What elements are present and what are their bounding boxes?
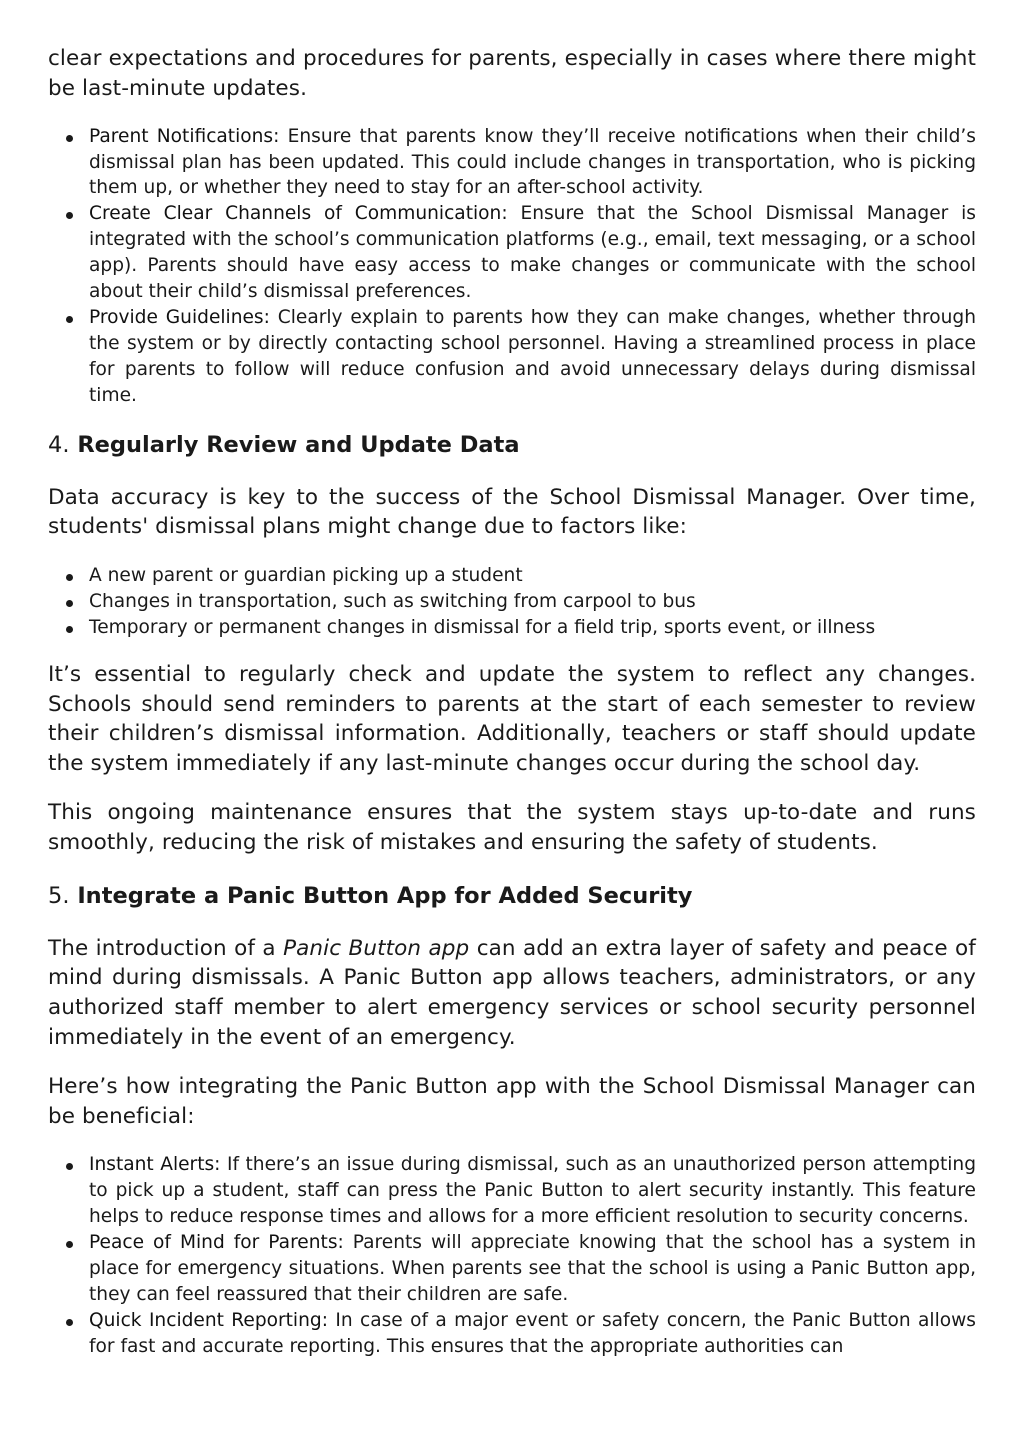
section-5-paragraph-1 <box>48 934 976 1053</box>
bullet-text: If there’s an issue during dismissal, such as an unauthorized person attempting to pick up a student, staff can press the Panic Button to alert security instantly. This feature helps to reduce response times and allows for a more efficient resolution to security concerns. <box>89 1154 977 1228</box>
communication-bullet-list <box>48 124 976 409</box>
section-5-heading <box>48 881 976 911</box>
section-title: Integrate a Panic Button App for Added Security <box>77 882 693 909</box>
bullet-lead: Parent Notifications: <box>89 125 280 147</box>
intro-paragraph: clear expectations and procedures for parents, especially in cases where there might be last-minute updates. <box>48 46 976 101</box>
list-item: Changes in transportation, such as switching from carpool to bus <box>48 589 976 615</box>
section-number: 4. <box>48 431 70 458</box>
bullet-lead: Quick Incident Reporting: <box>89 1309 328 1331</box>
benefits-list <box>48 1152 976 1359</box>
bullet-text: Clearly explain to parents how they can make changes, whether through the system or by directly contacting school personnel. Having a streamlined process in place for parents to follow will reduce confusion and avoid unnecessary delays during dismissal time. <box>89 306 976 406</box>
factors-list <box>48 563 976 641</box>
section-4-heading <box>48 430 976 460</box>
bullet-text: Ensure that parents know they’ll receive notifications when their child’s dismissal plan has been updated. This could include changes in transportation, who is picking them up, or whether they need to stay for an after-school activity. <box>89 125 976 199</box>
list-item <box>48 201 976 305</box>
list-item <box>48 124 976 202</box>
section-title: Regularly Review and Update Data <box>77 431 520 458</box>
bullet-lead: Provide Guidelines: <box>89 306 270 328</box>
italic-term: Panic Button app <box>283 935 470 961</box>
section-5-paragraph-2: Here’s how integrating the Panic Button app with the School Dismissal Manager can be beneficial: <box>48 1073 976 1129</box>
bullet-lead: Instant Alerts: <box>89 1154 221 1176</box>
bullet-lead: Create Clear Channels of Communication: <box>89 203 508 225</box>
bullet-text: In case of a major event or safety concern, the Panic Button allows for fast and accurate reporting. This ensures that the appropriate authorities can <box>89 1309 976 1357</box>
bullet-text: Parents will appreciate knowing that the school has a system in place for emergency situations. When parents see that the school is using a Panic Button app, they can feel reassured that their children are safe. <box>89 1232 976 1305</box>
list-item <box>48 1230 976 1308</box>
bullet-lead: Peace of Mind for Parents: <box>89 1232 344 1254</box>
list-item: Temporary or permanent changes in dismissal for a field trip, sports event, or illness <box>48 615 976 641</box>
list-item: A new parent or guardian picking up a student <box>48 563 976 589</box>
section-number: 5. <box>48 882 70 909</box>
bullet-text: Ensure that the School Dismissal Manager is integrated with the school’s communication platforms (e.g., email, text messaging, or a school app). Parents should have easy access to make changes or communicate with the school about their child’s dismissal preferences. <box>89 203 976 303</box>
section-4-paragraph-2: It’s essential to regularly check and update the system to reflect any changes. Schools should send reminders to parents at the start of each semester to review their children’s dismissal information. Additionally, teachers or staff should update the system immediately if any last-minute changes occur during the school day. <box>48 661 976 777</box>
section-4-paragraph-1: Data accuracy is key to the success of the School Dismissal Manager. Over time, students' dismissal plans might change due to factors like: <box>48 484 976 540</box>
text-segment: The introduction of a <box>48 935 284 961</box>
list-item <box>48 305 976 409</box>
list-item <box>48 1152 976 1230</box>
text-segment: can add an extra layer of safety and peace of mind during dismissals. A Panic Button app allows teachers, administrators, or any authorized staff member to alert emergency services or school security personnel immediately in the event of an emergency. <box>48 935 976 1051</box>
section-4-paragraph-3: This ongoing maintenance ensures that the system stays up-to-date and runs smoothly, reducing the risk of mistakes and ensuring the safety of students. <box>48 800 976 855</box>
list-item <box>48 1308 976 1360</box>
